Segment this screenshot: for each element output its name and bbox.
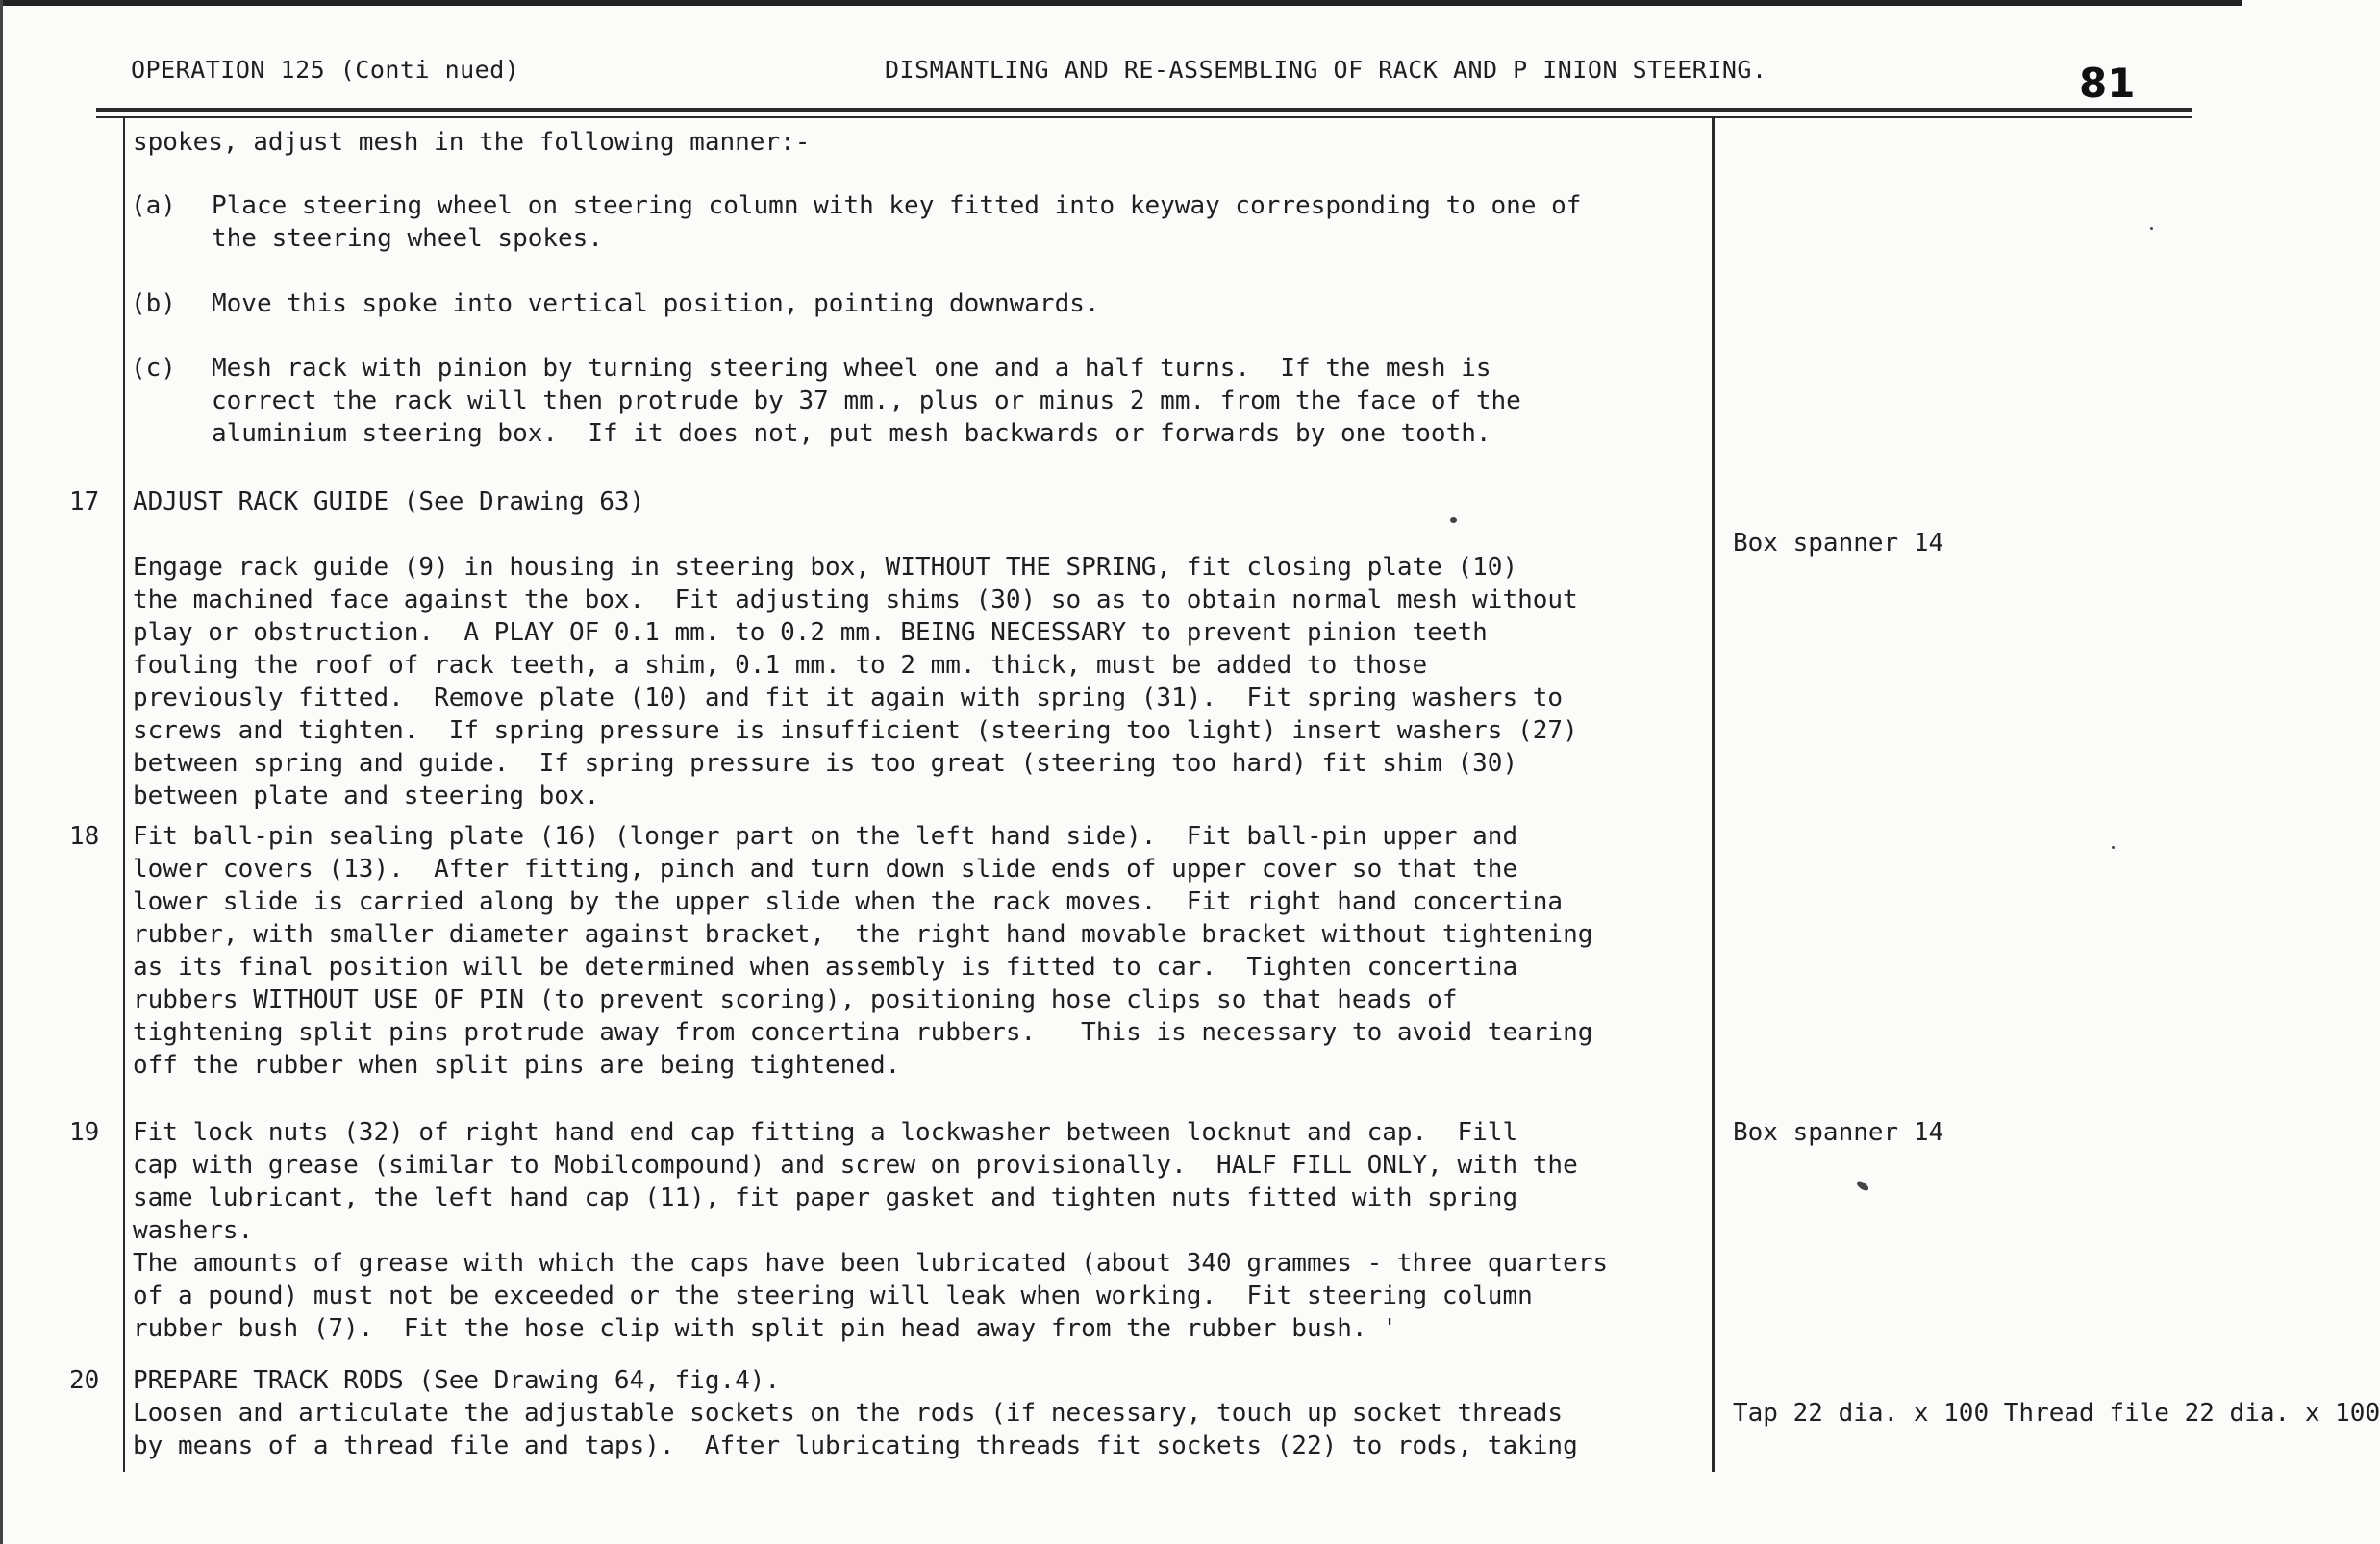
scan-speck	[1450, 517, 1457, 523]
step-number-17: 17	[69, 487, 100, 516]
page-title: DISMANTLING AND RE-ASSEMBLING OF RACK AND P INION STEERING.	[885, 56, 1767, 84]
substep-label-b: (b)	[131, 289, 176, 318]
substep-label-a: (a)	[131, 191, 176, 220]
scan-speck	[2150, 227, 2153, 230]
substep-text-b: Move this spoke into vertical position, pointing downwards.	[212, 289, 1100, 318]
column-divider-right	[1712, 118, 1715, 1472]
page-number: 81	[2079, 60, 2136, 107]
step-text-20: PREPARE TRACK RODS (See Drawing 64, fig.4). Loosen and articulate the adjustable sockets on the rods (if necessary, touch up socket threads by means of a thread file and taps). After lubricating threads fit sockets (22) to rods, taking	[133, 1366, 1578, 1460]
header-rule-thick	[96, 108, 2192, 112]
step-text-18: Fit ball-pin sealing plate (16) (longer part on the left hand side). Fit ball-pin upper and lower covers (13). After fitting, pinch and turn down slide ends of upper cover so that the lower slide is carried along by the upper slide when the rack moves. Fit right hand concertina rubber, with smaller diameter against bracket, the right hand movable bracket without tightening as its final position will be determined when assembly is fitted to car. Tighten concertina rubbers WITHOUT USE OF PIN (to prevent scoring), positioning hose clips so that heads of tightening split pins protrude away from concertina rubbers. This is necessary to avoid tearing off the rubber when split pins are being tightened.	[133, 822, 1593, 1080]
step-number-18: 18	[69, 822, 100, 851]
header-rule-thin	[96, 116, 2192, 118]
scan-speck	[2112, 846, 2115, 849]
substep-text-a: Place steering wheel on steering column with key fitted into keyway corresponding to one of the steering wheel spokes.	[212, 191, 1582, 253]
page-left-edge	[0, 0, 3, 1544]
step-text-17: ADJUST RACK GUIDE (See Drawing 63) Engage rack guide (9) in housing in steering box, WITHOUT THE SPRING, fit closing plate (10) the machined face against the box. Fit adjusting shims (30) so as to obtain normal mesh without play or obstruction. A PLAY OF 0.1 mm. to 0.2 mm. BEING NECESSARY to prevent pinion teeth fouling the roof of rack teeth, a shim, 0.1 mm. to 2 mm. thick, must be added to those previously fitted. Remove plate (10) and fit it again with spring (31). Fit spring washers to screws and tighten. If spring pressure is insufficient (steering too light) insert washers (27) between spring and guide. If spring pressure is too great (steering too hard) fit shim (30) between plate and steering box.	[133, 487, 1578, 810]
substep-label-c: (c)	[131, 354, 176, 383]
step-number-20: 20	[69, 1366, 100, 1395]
intro-text: spokes, adjust mesh in the following manner:-	[133, 128, 811, 157]
column-divider-left	[123, 118, 125, 1472]
scan-speck	[1855, 1180, 1869, 1193]
operation-heading: OPERATION 125 (Conti nued)	[131, 56, 520, 84]
page-top-edge	[0, 0, 2242, 6]
tool-note-17: Box spanner 14	[1733, 529, 1944, 558]
substep-text-c: Mesh rack with pinion by turning steering wheel one and a half turns. If the mesh is correct the rack will then protrude by 37 mm., plus or minus 2 mm. from the face of the aluminium steering box. If it does not, put mesh backwards or forwards by one tooth.	[212, 354, 1521, 448]
tool-note-19: Box spanner 14	[1733, 1118, 1944, 1147]
step-number-19: 19	[69, 1118, 100, 1147]
step-text-19: Fit lock nuts (32) of right hand end cap fitting a lockwasher between locknut and cap. Fill cap with grease (similar to Mobilcompound) and screw on provisionally. HALF FILL ONLY, with the same lubricant, the left hand cap (11), fit paper gasket and tighten nuts fitted with spring washers. The amounts of grease with which the caps have been lubricated (about 340 grammes - three quarters of a pound) must not be exceeded or the steering will leak when working. Fit steering column rubber bush (7). Fit the hose clip with split pin head away from the rubber bush. '	[133, 1118, 1609, 1343]
tool-note-20: Tap 22 dia. x 100 Thread file 22 dia. x 100	[1733, 1399, 2380, 1428]
